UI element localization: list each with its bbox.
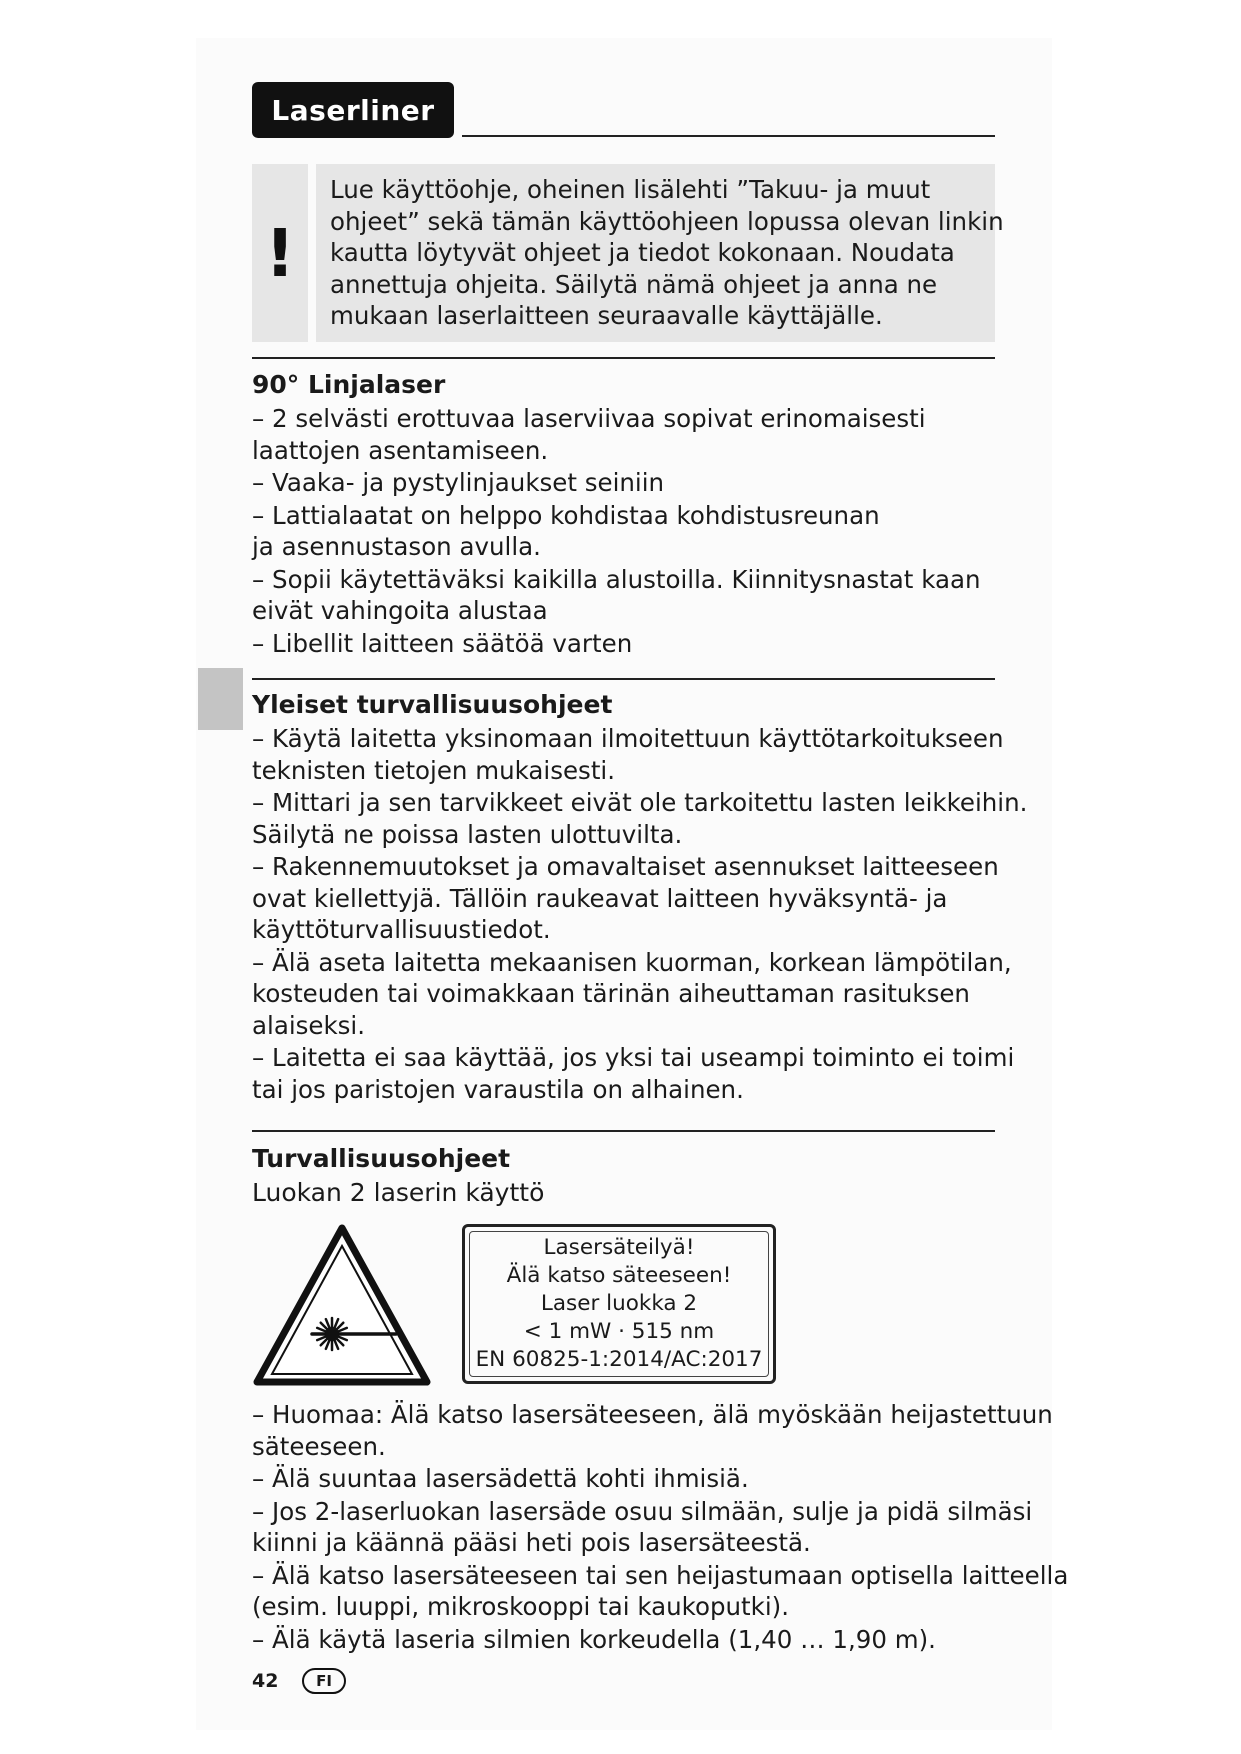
list-item-line: – Käytä laitetta yksinomaan ilmoitettuun käyttötarkoitukseen	[252, 724, 1004, 753]
brand-logo: Laserliner	[252, 82, 454, 138]
list-item-line: eivät vahingoita alustaa	[252, 596, 548, 625]
list-item-line: – Älä käytä laseria silmien korkeudella (1,40 … 1,90 m).	[252, 1624, 936, 1654]
list-item-line: – Lattialaatat on helppo kohdistaa kohdistusreunan	[252, 500, 880, 530]
laser-warning-icon	[252, 1222, 432, 1388]
list-item	[252, 851, 1012, 946]
list-item-line: – Rakennemuutokset ja omavaltaiset asennukset laitteeseen	[252, 852, 999, 881]
list-item-line: tai jos paristojen varaustila on alhainen.	[252, 1074, 744, 1104]
notice-line: ohjeet” sekä tämän käyttöohjeen lopussa olevan linkin	[330, 206, 1004, 236]
features-section	[252, 368, 1012, 659]
list-item-line: kiinni ja käännä pääsi heti pois lasersäteestä.	[252, 1528, 811, 1557]
list-item	[252, 1463, 1012, 1495]
list-item	[252, 564, 1012, 627]
laser-class-label-inner	[469, 1231, 769, 1377]
label-line: < 1 mW · 515 nm	[523, 1319, 715, 1344]
list-item-line: säteeseen.	[252, 1431, 386, 1461]
notice-line: kautta löytyvät ohjeet ja tiedot kokonaan. Noudata	[330, 238, 955, 267]
list-item	[252, 723, 1012, 786]
list-item-line: – Vaaka- ja pystylinjaukset seiniin	[252, 468, 665, 497]
list-item	[252, 628, 1012, 660]
label-line: Laser luokka 2	[540, 1291, 698, 1316]
notice-line: mukaan laserlaitteen seuraavalle käyttäjälle.	[330, 301, 883, 330]
list-item	[252, 500, 1012, 563]
list-item	[252, 467, 1012, 499]
chapter-tab-marker	[198, 668, 243, 730]
language-badge: FI	[302, 1668, 346, 1694]
list-item-line: käyttöturvallisuustiedot.	[252, 915, 551, 944]
list-item-line: ja asennustason avulla.	[252, 532, 541, 561]
list-item-line: – Jos 2-laserluokan lasersäde osuu silmään, sulje ja pidä silmäsi	[252, 1496, 1033, 1526]
list-item	[252, 947, 1012, 1042]
list-item	[252, 1496, 1033, 1559]
list-item	[252, 1624, 1012, 1656]
notice-box	[316, 164, 1004, 342]
section-title: Yleiset turvallisuusohjeet	[252, 690, 613, 719]
label-line: Älä katso säteeseen!	[506, 1263, 732, 1288]
list-item-line: laattojen asentamiseen.	[252, 435, 549, 465]
warning-exclamation-icon: !	[252, 164, 308, 342]
general-safety-section	[252, 688, 1028, 1105]
list-item-line: teknisten tietojen mukaisesti.	[252, 755, 616, 785]
safety-list	[252, 1398, 1069, 1655]
section-title: 90° Linjalaser	[252, 370, 446, 399]
list-item-line: – Laitetta ei saa käyttää, jos yksi tai useampi toiminto ei toimi	[252, 1043, 1015, 1072]
list-item-line: – 2 selvästi erottuvaa laserviivaa sopivat erinomaisesti	[252, 404, 926, 433]
list-item-line: – Libellit laitteen säätöä varten	[252, 628, 633, 658]
list-item-line: kosteuden tai voimakkaan tärinän aiheuttaman rasituksen	[252, 979, 970, 1008]
list-item-line: Säilytä ne poissa lasten ulottuvilta.	[252, 819, 683, 849]
list-item	[252, 787, 1028, 850]
list-item-line: (esim. luuppi, mikroskooppi tai kaukoputki).	[252, 1592, 789, 1621]
notice-line: Lue käyttöohje, oheinen lisälehti ”Takuu- ja muut	[330, 175, 931, 204]
section-divider	[252, 1130, 995, 1132]
list-item	[252, 1399, 1053, 1462]
label-line: Lasersäteilyä!	[543, 1235, 695, 1260]
list-item-line: – Sopii käytettäväksi kaikilla alustoilla. Kiinnitysnastat kaan	[252, 564, 981, 594]
list-item	[252, 1042, 1015, 1105]
section-subtitle: Luokan 2 laserin käyttö	[252, 1178, 545, 1207]
list-item	[252, 403, 1012, 466]
section-title: Turvallisuusohjeet	[252, 1144, 511, 1173]
laser-class-label	[462, 1224, 776, 1384]
list-item	[252, 1560, 1069, 1623]
label-line: EN 60825-1:2014/AC:2017	[475, 1347, 763, 1372]
list-item-line: ovat kiellettyjä. Tällöin raukeavat laitteen hyväksyntä- ja	[252, 883, 948, 913]
list-item-line: alaiseksi.	[252, 1010, 366, 1040]
safety-section-heading	[252, 1142, 1012, 1210]
list-item-line: – Mittari ja sen tarvikkeet eivät ole tarkoitettu lasten leikkeihin.	[252, 788, 1028, 817]
page-footer	[252, 1668, 346, 1694]
header-rule	[462, 135, 995, 137]
list-item-line: – Huomaa: Älä katso lasersäteeseen, älä myöskään heijastettuun	[252, 1400, 1053, 1429]
page-number: 42	[252, 1670, 279, 1692]
section-divider	[252, 357, 995, 359]
notice-line: annettuja ohjeita. Säilytä nämä ohjeet ja anna ne	[330, 269, 938, 299]
section-divider	[252, 678, 995, 680]
list-item-line: – Älä suuntaa lasersädettä kohti ihmisiä.	[252, 1464, 749, 1493]
list-item-line: – Älä katso lasersäteeseen tai sen heijastumaan optisella laitteella	[252, 1560, 1069, 1590]
list-item-line: – Älä aseta laitetta mekaanisen kuorman, korkean lämpötilan,	[252, 947, 1012, 977]
